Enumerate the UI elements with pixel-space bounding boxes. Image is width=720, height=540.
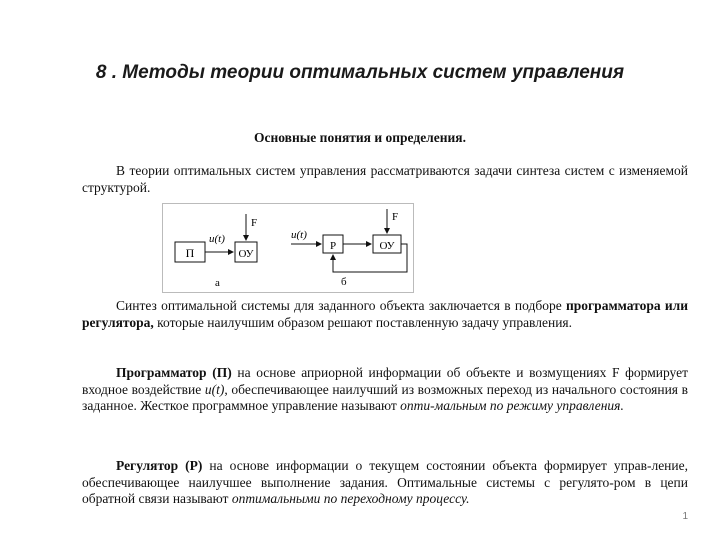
programmer-text1: на основе априорной информации об объекте и возмущениях F формирует входное воздействие <box>82 365 689 397</box>
slide-title: 8 . Методы теории оптимальных систем управления <box>95 62 625 83</box>
section-heading: Основные понятия и определения. <box>254 130 466 145</box>
control-signal-label-b: u(t) <box>291 229 307 241</box>
term-regulator: регулятора, <box>82 314 154 330</box>
feedback-loop-b <box>333 244 407 272</box>
plant-block-label-a: ОУ <box>238 248 254 260</box>
programmer-symbol: u(t) <box>204 381 225 397</box>
programmer-paragraph <box>82 365 688 415</box>
regulator-paragraph <box>82 458 688 508</box>
block-diagram-svg <box>163 204 413 292</box>
programmer-text2: , обеспечивающее наилучший из возможных переход из начального состояния в заданное. Жесткое программное управление называют <box>82 381 688 413</box>
regulator-term: Регулятор (Р) <box>116 458 203 473</box>
disturbance-label-b: F <box>392 211 399 223</box>
programmer-italic: опти-мальным по режиму управления. <box>400 398 624 413</box>
regulator-italic: оптимальными по переходному процессу. <box>231 491 470 506</box>
regulator-text1: на основе информации о текущем состоянии объекта формирует управ-ление, обеспечивающее наилучшее выполнение задания. Оптимальные системы с регулято-ром в цепи обратной связи называют <box>82 458 689 506</box>
term-or: или <box>664 298 689 313</box>
synthesis-line1: Синтез оптимальной системы для заданного объекта заключается в подборе <box>116 298 562 313</box>
regulator-block-label: Р <box>329 240 337 252</box>
plant-block-label-b: ОУ <box>379 240 395 252</box>
term-programmer: программатора <box>566 298 661 313</box>
synthesis-paragraph <box>82 298 688 331</box>
intro-text: В теории оптимальных систем управления рассматриваются задачи синтеза систем с изменяемой структурой. <box>82 163 688 195</box>
programmer-term: Программатор (П) <box>116 365 232 380</box>
block-diagram <box>162 203 414 293</box>
synthesis-rest: которые наилучшим образом решают поставленную задачу управления. <box>157 314 573 330</box>
intro-paragraph <box>82 163 688 196</box>
programmer-block-label: П <box>185 246 195 260</box>
diagram-caption-a: а <box>215 277 220 289</box>
page-number: 1 <box>682 511 688 522</box>
diagram-caption-b: б <box>341 276 347 288</box>
disturbance-label-a: F <box>251 217 258 229</box>
control-signal-label-a: u(t) <box>209 233 225 245</box>
